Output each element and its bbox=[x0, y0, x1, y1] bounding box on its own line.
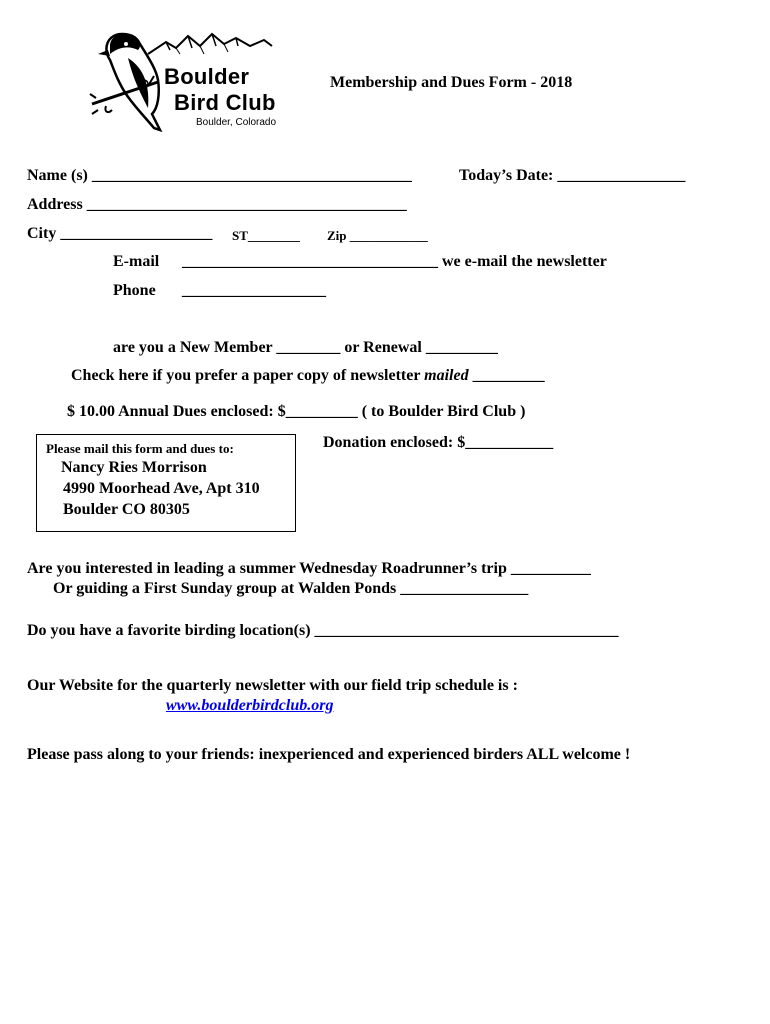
phone-label: Phone bbox=[113, 282, 156, 299]
favorite-location-field[interactable]: Do you have a favorite birding location(s) ______________________________________ bbox=[27, 622, 619, 639]
closing-text: Please pass along to your friends: inexperienced and experienced birders ALL welcome ! bbox=[27, 746, 631, 763]
mail-box-city: Boulder CO 80305 bbox=[63, 501, 190, 518]
state-field[interactable]: ST________ bbox=[232, 228, 300, 243]
email-label: E-mail bbox=[113, 253, 160, 270]
logo-line-1: Boulder bbox=[164, 64, 250, 89]
donation-field[interactable]: Donation enclosed: $___________ bbox=[323, 434, 554, 451]
mail-box-heading: Please mail this form and dues to: bbox=[46, 441, 234, 456]
mail-box-name: Nancy Ries Morrison bbox=[61, 459, 207, 476]
paper-copy-text: Check here if you prefer a paper copy of newsletter bbox=[71, 367, 421, 384]
lead-trip-field[interactable]: Are you interested in leading a summer Wednesday Roadrunner’s trip __________ bbox=[27, 560, 591, 577]
address-field[interactable]: Address ________________________________________ bbox=[27, 196, 407, 213]
website-text: Our Website for the quarterly newsletter with our field trip schedule is : bbox=[27, 677, 518, 694]
paper-copy-field[interactable] bbox=[71, 367, 545, 385]
mail-box-street: 4990 Moorhead Ave, Apt 310 bbox=[63, 480, 260, 497]
name-field[interactable]: Name (s) ________________________________________ bbox=[27, 167, 412, 184]
logo-subtitle: Boulder, Colorado bbox=[196, 117, 277, 128]
paper-copy-blank[interactable]: _________ bbox=[472, 367, 545, 384]
logo-line-2: Bird Club bbox=[174, 90, 276, 115]
annual-dues-field[interactable]: $ 10.00 Annual Dues enclosed: $_________ ( to Boulder Bird Club ) bbox=[67, 403, 526, 420]
city-field[interactable]: City ___________________ bbox=[27, 225, 213, 242]
email-field[interactable]: ________________________________ we e-mail the newsletter bbox=[182, 253, 607, 270]
member-type-field[interactable]: are you a New Member ________ or Renewal _________ bbox=[113, 339, 498, 356]
guide-group-field[interactable]: Or guiding a First Sunday group at Walden Ponds ________________ bbox=[53, 580, 529, 597]
paper-copy-mailed: mailed bbox=[424, 367, 469, 384]
todays-date-field[interactable]: Today’s Date: ________________ bbox=[459, 167, 686, 184]
website-link[interactable]: www.boulderbirdclub.org bbox=[166, 697, 334, 714]
form-title: Membership and Dues Form - 2018 bbox=[330, 74, 573, 91]
phone-field[interactable]: __________________ bbox=[182, 282, 326, 299]
zip-field[interactable]: Zip ____________ bbox=[327, 228, 428, 243]
